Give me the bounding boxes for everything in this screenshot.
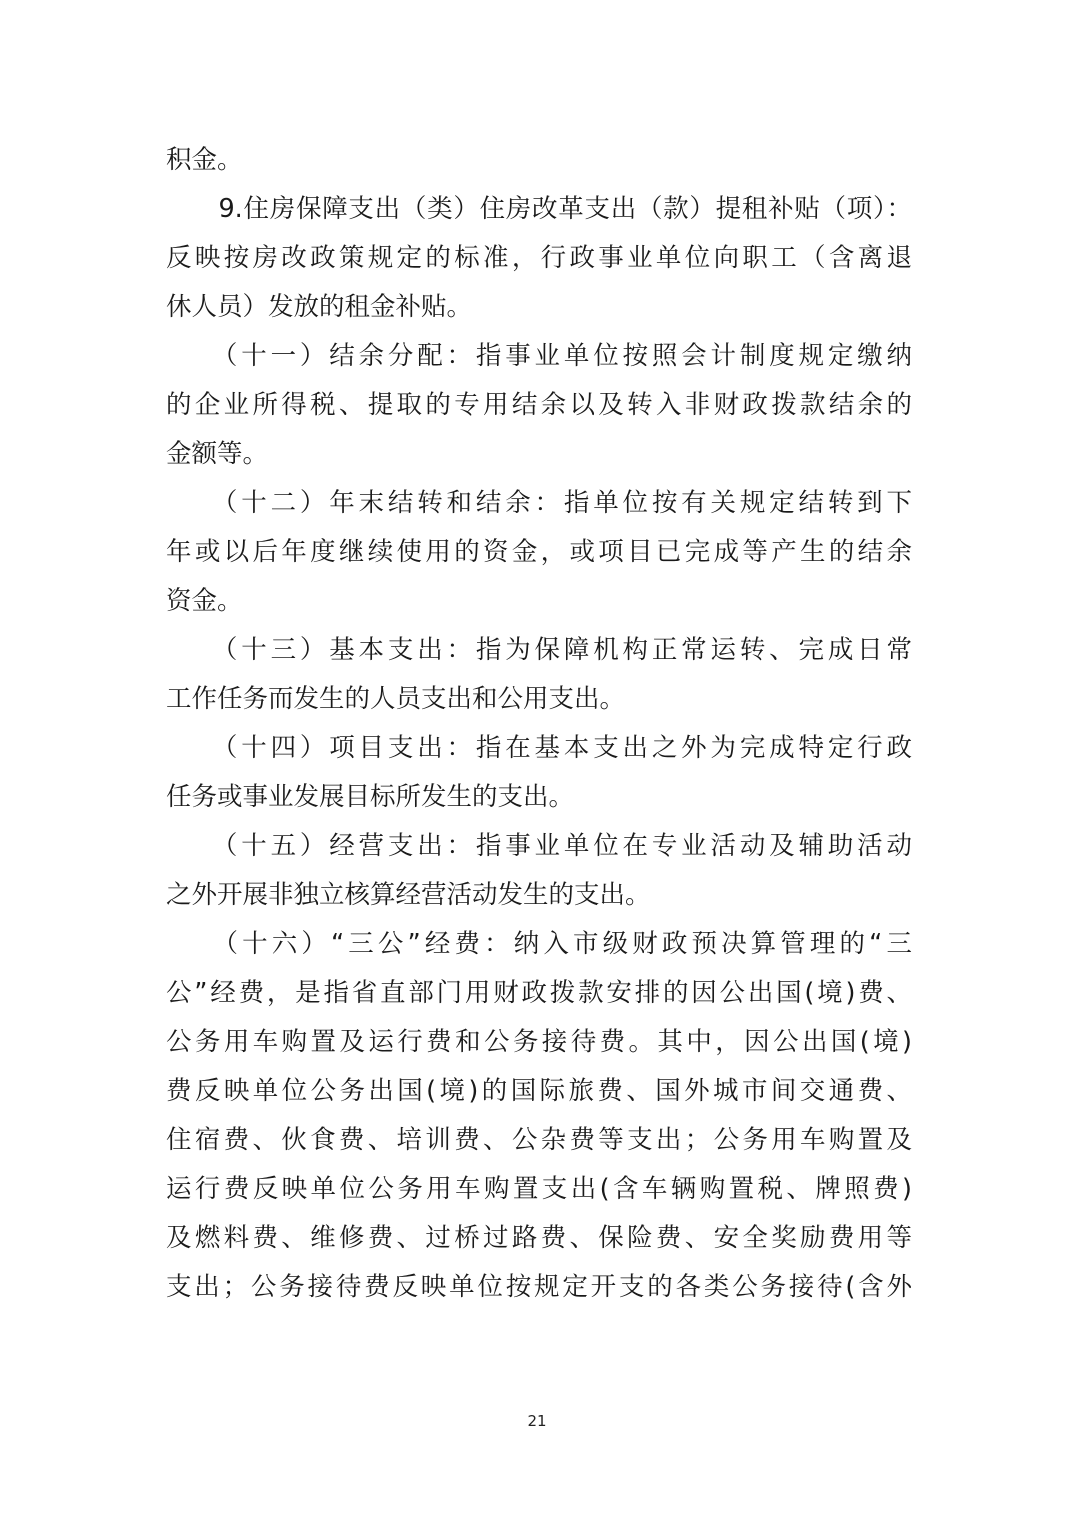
text-line: 金额等。 bbox=[166, 439, 269, 469]
text-line: （十二）年末结转和结余：指单位按有关规定结转到下 bbox=[166, 488, 912, 518]
text-line: 资金。 bbox=[166, 586, 243, 616]
text-line: 公务用车购置及运行费和公务接待费。其中，因公出国(境) bbox=[166, 1027, 912, 1057]
text-line: 之外开展非独立核算经营活动发生的支出。 bbox=[166, 880, 651, 910]
text-line: 年或以后年度继续使用的资金，或项目已完成等产生的结余 bbox=[166, 537, 912, 567]
text-line: 的企业所得税、提取的专用结余以及转入非财政拨款结余的 bbox=[166, 390, 912, 420]
page-number: 21 bbox=[527, 1412, 547, 1430]
text-line: （十六）“三公”经费：纳入市级财政预决算管理的“三 bbox=[166, 929, 912, 959]
text-line: 工作任务而发生的人员支出和公用支出。 bbox=[166, 684, 626, 714]
text-line: 9.住房保障支出（类）住房改革支出（款）提租补贴（项）： bbox=[166, 194, 912, 224]
text-line: 休人员）发放的租金补贴。 bbox=[166, 292, 473, 322]
text-line: 反映按房改政策规定的标准，行政事业单位向职工（含离退 bbox=[166, 243, 912, 273]
text-line: （十一）结余分配：指事业单位按照会计制度规定缴纳 bbox=[166, 341, 912, 371]
text-line: （十三）基本支出：指为保障机构正常运转、完成日常 bbox=[166, 635, 912, 665]
text-line: 支出；公务接待费反映单位按规定开支的各类公务接待(含外 bbox=[166, 1272, 912, 1302]
text-line: 积金。 bbox=[166, 145, 243, 175]
text-line: 公”经费，是指省直部门用财政拨款安排的因公出国(境)费、 bbox=[166, 978, 912, 1008]
text-line: （十四）项目支出：指在基本支出之外为完成特定行政 bbox=[166, 733, 912, 763]
text-line: 住宿费、伙食费、培训费、公杂费等支出；公务用车购置及 bbox=[166, 1125, 912, 1155]
text-line: 任务或事业发展目标所发生的支出。 bbox=[166, 782, 575, 812]
text-line: 及燃料费、维修费、过桥过路费、保险费、安全奖励费用等 bbox=[166, 1223, 912, 1253]
body-text bbox=[166, 136, 912, 1312]
text-line: 运行费反映单位公务用车购置支出(含车辆购置税、牌照费) bbox=[166, 1174, 912, 1204]
text-line: 费反映单位公务出国(境)的国际旅费、国外城市间交通费、 bbox=[166, 1076, 912, 1106]
text-line: （十五）经营支出：指事业单位在专业活动及辅助活动 bbox=[166, 831, 912, 861]
